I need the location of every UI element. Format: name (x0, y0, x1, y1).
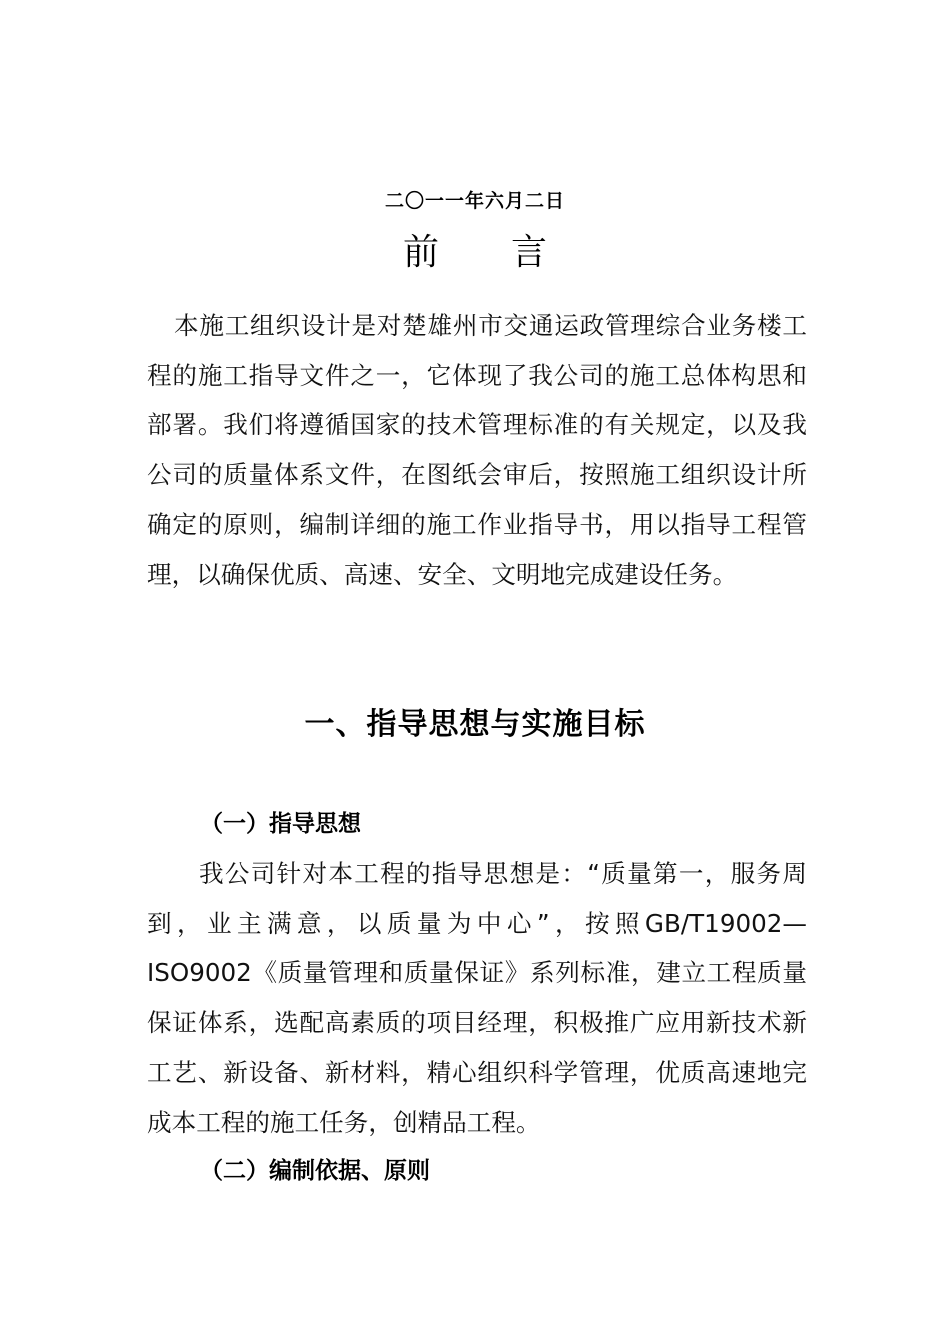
document-date: 二〇一一年六月二日 (384, 190, 565, 212)
guiding-ideology-paragraph: 我公司针对本工程的指导思想是：“质量第一，服务周到，业主满意，以质量为中心”，按照GB/T19002—ISO9002《质量管理和质量保证》系列标准，建立工程质量保证体系，选配高素质的项目经理，积极推广应用新技术新工艺、新设备、新材料，精心组织科学管理，优质高速地完成本工程的施工任务，创精品工程。 (147, 859, 807, 1137)
preface-paragraph: 本施工组织设计是对楚雄州市交通运政管理综合业务楼工程的施工指导文件之一，它体现了我公司的施工总体构思和部署。我们将遵循国家的技术管理标准的有关规定，以及我公司的质量体系文件，在图纸会审后，按照施工组织设计所确定的原则，编制详细的施工作业指导书，用以指导工程管理，以确保优质、高速、安全、文明地完成建设任务。 (147, 311, 807, 589)
section-title: 一、指导思想与实施目标 (304, 707, 646, 742)
preface-title: 前 言 (402, 232, 547, 273)
subsection-title-guiding-ideology: （一）指导思想 (200, 811, 361, 837)
subsection-title-basis-principles: （二）编制依据、原则 (200, 1158, 430, 1184)
